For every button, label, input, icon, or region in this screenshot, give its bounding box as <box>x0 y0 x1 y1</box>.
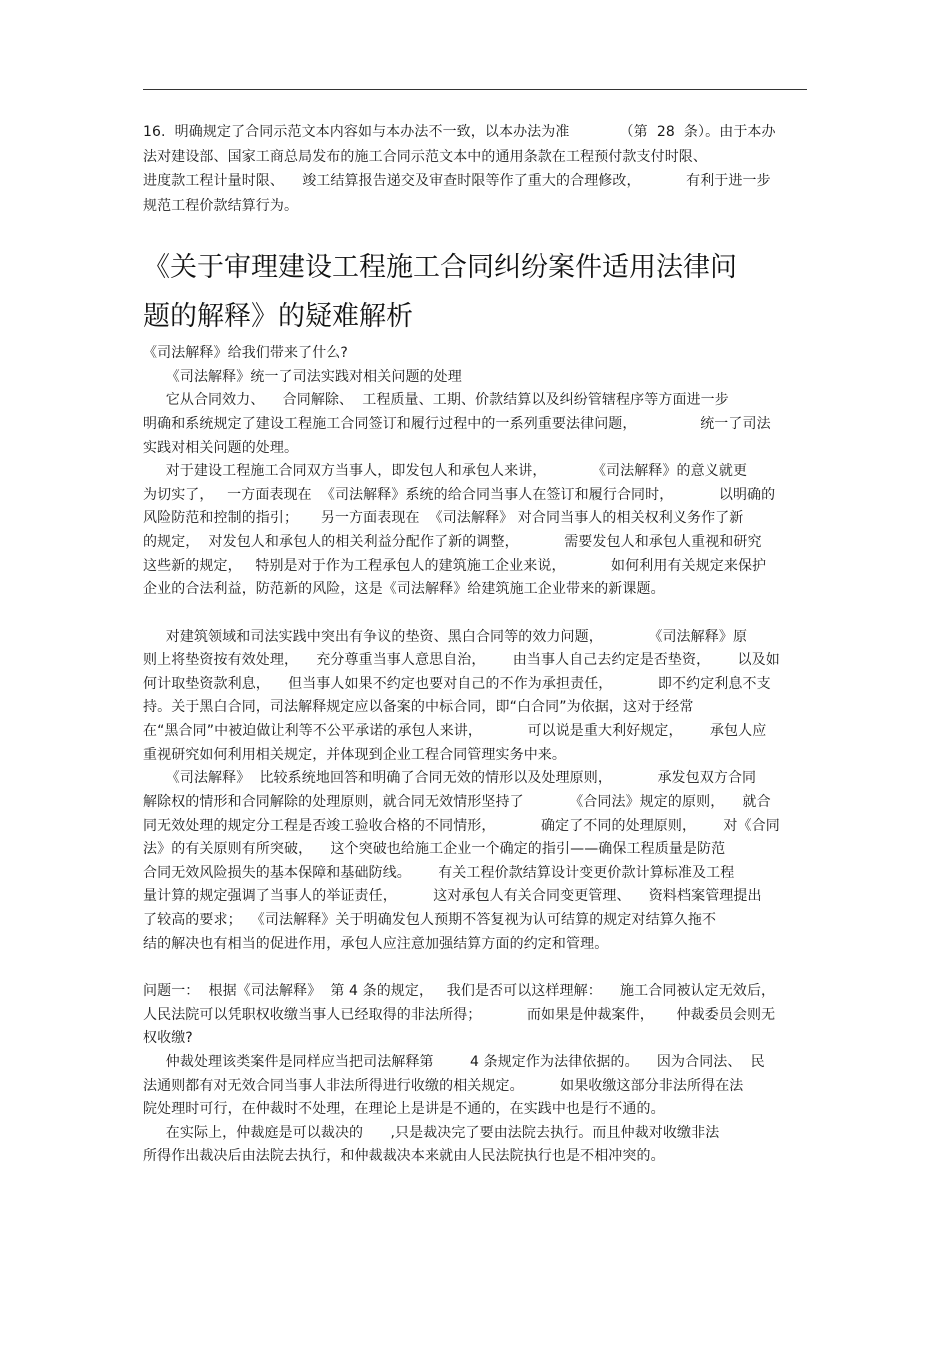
text-line: 结的解决也有相当的促进作用，承包人应注意加强结算方面的约定和管理。 <box>143 935 609 952</box>
text-line: 《司法解释》 比较系统地回答和明确了合同无效的情形以及处理原则， 承发包双方合同 <box>143 770 757 787</box>
text-line: 何计取垫资款利息， 但当事人如果不约定也要对自己的不作为承担责任， 即不约定利息不支 <box>143 675 771 692</box>
text-line: 企业的合法利益，防范新的风险，这是《司法解释》给建筑施工企业带来的新课题。 <box>143 581 665 598</box>
text-line: 法对建设部、国家工商总局发布的施工合同示范文本中的通用条款在工程预付款支付时限、 <box>143 148 707 165</box>
text-line: 这些新的规定， 特别是对于作为工程承包人的建筑施工企业来说， 如何利用有关规定来保护 <box>143 557 767 574</box>
text-line: 问题一： 根据《司法解释》 第 4 条的规定， 我们是否可以这样理解： 施工合同被认定无效后， <box>143 983 776 999</box>
text-line: 在“黑合同”中被迫做让利等不公平承诺的承包人来讲， 可以说是重大利好规定， 承包人应 <box>143 723 767 740</box>
text-line: 合同无效风险损失的基本保障和基础防线。 有关工程价款结算设计变更价款计算标准及工程 <box>143 864 735 881</box>
text-line: 持。关于黑白合同，司法解释规定应以备案的中标合同，即“白合同”为依据，这对于经常 <box>143 699 694 716</box>
text-line: 《司法解释》给我们带来了什么? <box>143 345 348 361</box>
text-line: 所得作出裁决后由法院去执行，和仲裁裁决本来就由人民法院执行也是不相冲突的。 <box>143 1148 665 1165</box>
header-rule <box>143 89 807 90</box>
text-line: 16. 明确规定了合同示范文本内容如与本办法不一致，以本办法为准 （第 28 条）。由于本办 <box>143 124 776 140</box>
text-line: 了较高的要求； 《司法解释》关于明确发包人预期不答复视为认可结算的规定对结算久拖不 <box>143 912 717 929</box>
text-line: 仲裁处理该类案件是同样应当把司法解释第 4 条规定作为法律依据的。 因为合同法、 民 <box>143 1053 765 1070</box>
text-line: 风险防范和控制的指引； 另一方面表现在 《司法解释》 对合同当事人的相关权利义务作了新 <box>143 510 744 527</box>
text-line: 它从合同效力、 合同解除、 工程质量、工期、价款结算以及纠纷管辖程序等方面进一步 <box>143 392 729 409</box>
text-line: 重视研究如何利用相关规定，并体现到企业工程合同管理实务中来。 <box>143 746 566 763</box>
text-line: 法》的有关原则有所突破， 这个突破也给施工企业一个确定的指引——确保工程质量是防范 <box>143 841 726 858</box>
text-line: 的规定， 对发包人和承包人的相关利益分配作了新的调整， 需要发包人和承包人重视和研究 <box>143 534 762 551</box>
text-line: 明确和系统规定了建设工程施工合同签订和履行过程中的一系列重要法律问题， 统一了司法 <box>143 415 771 432</box>
text-line: 为切实了， 一方面表现在 《司法解释》系统的给合同当事人在签订和履行合同时， 以明确的 <box>143 486 776 503</box>
text-line: 解除权的情形和合同解除的处理原则，就合同无效情形坚持了 《合同法》规定的原则， 就合 <box>143 793 771 810</box>
text-line: 量计算的规定强调了当事人的举证责任， 这对承包人有关合同变更管理、 资料档案管理提出 <box>143 888 762 905</box>
text-line: 权收缴? <box>143 1030 193 1047</box>
text-line: 法通则都有对无效合同当事人非法所得进行收缴的相关规定。 如果收缴这部分非法所得在法 <box>143 1077 744 1094</box>
text-line: 进度款工程计量时限、 竣工结算报告递交及审查时限等作了重大的合理修改， 有利于进一步 <box>143 173 771 189</box>
text-line: 在实际上，仲裁庭是可以裁决的 ,只是裁决完了要由法院去执行。而且仲裁对收缴非法 <box>143 1124 720 1141</box>
text-line: 对建筑领域和司法实践中突出有争议的垫资、黑白合同等的效力问题， 《司法解释》原 <box>143 628 748 645</box>
text-line: 同无效处理的规定分工程是否竣工验收合格的不同情形， 确定了不同的处理原则， 对《合同 <box>143 817 780 834</box>
text-line: 实践对相关问题的处理。 <box>143 439 299 456</box>
title-line: 《关于审理建设工程施工合同纠纷案件适用法律问 <box>143 252 737 283</box>
text-line: 人民法院可以凭职权收缴当事人已经取得的非法所得； 而如果是仲裁案件， 仲裁委员会则无 <box>143 1006 776 1023</box>
title-line: 题的解释》的疑难解析 <box>143 301 413 332</box>
text-line: 院处理时可行，在仲裁时不处理，在理论上是讲是不通的，在实践中也是行不通的。 <box>143 1101 665 1118</box>
text-line: 《司法解释》统一了司法实践对相关问题的处理 <box>143 368 462 385</box>
text-line: 则上将垫资按有效处理， 充分尊重当事人意思自治， 由当事人自己去约定是否垫资， 以及如 <box>143 652 780 669</box>
text-line: 规范工程价款结算行为。 <box>143 197 299 214</box>
text-line: 对于建设工程施工合同双方当事人，即发包人和承包人来讲， 《司法解释》的意义就更 <box>143 463 748 480</box>
